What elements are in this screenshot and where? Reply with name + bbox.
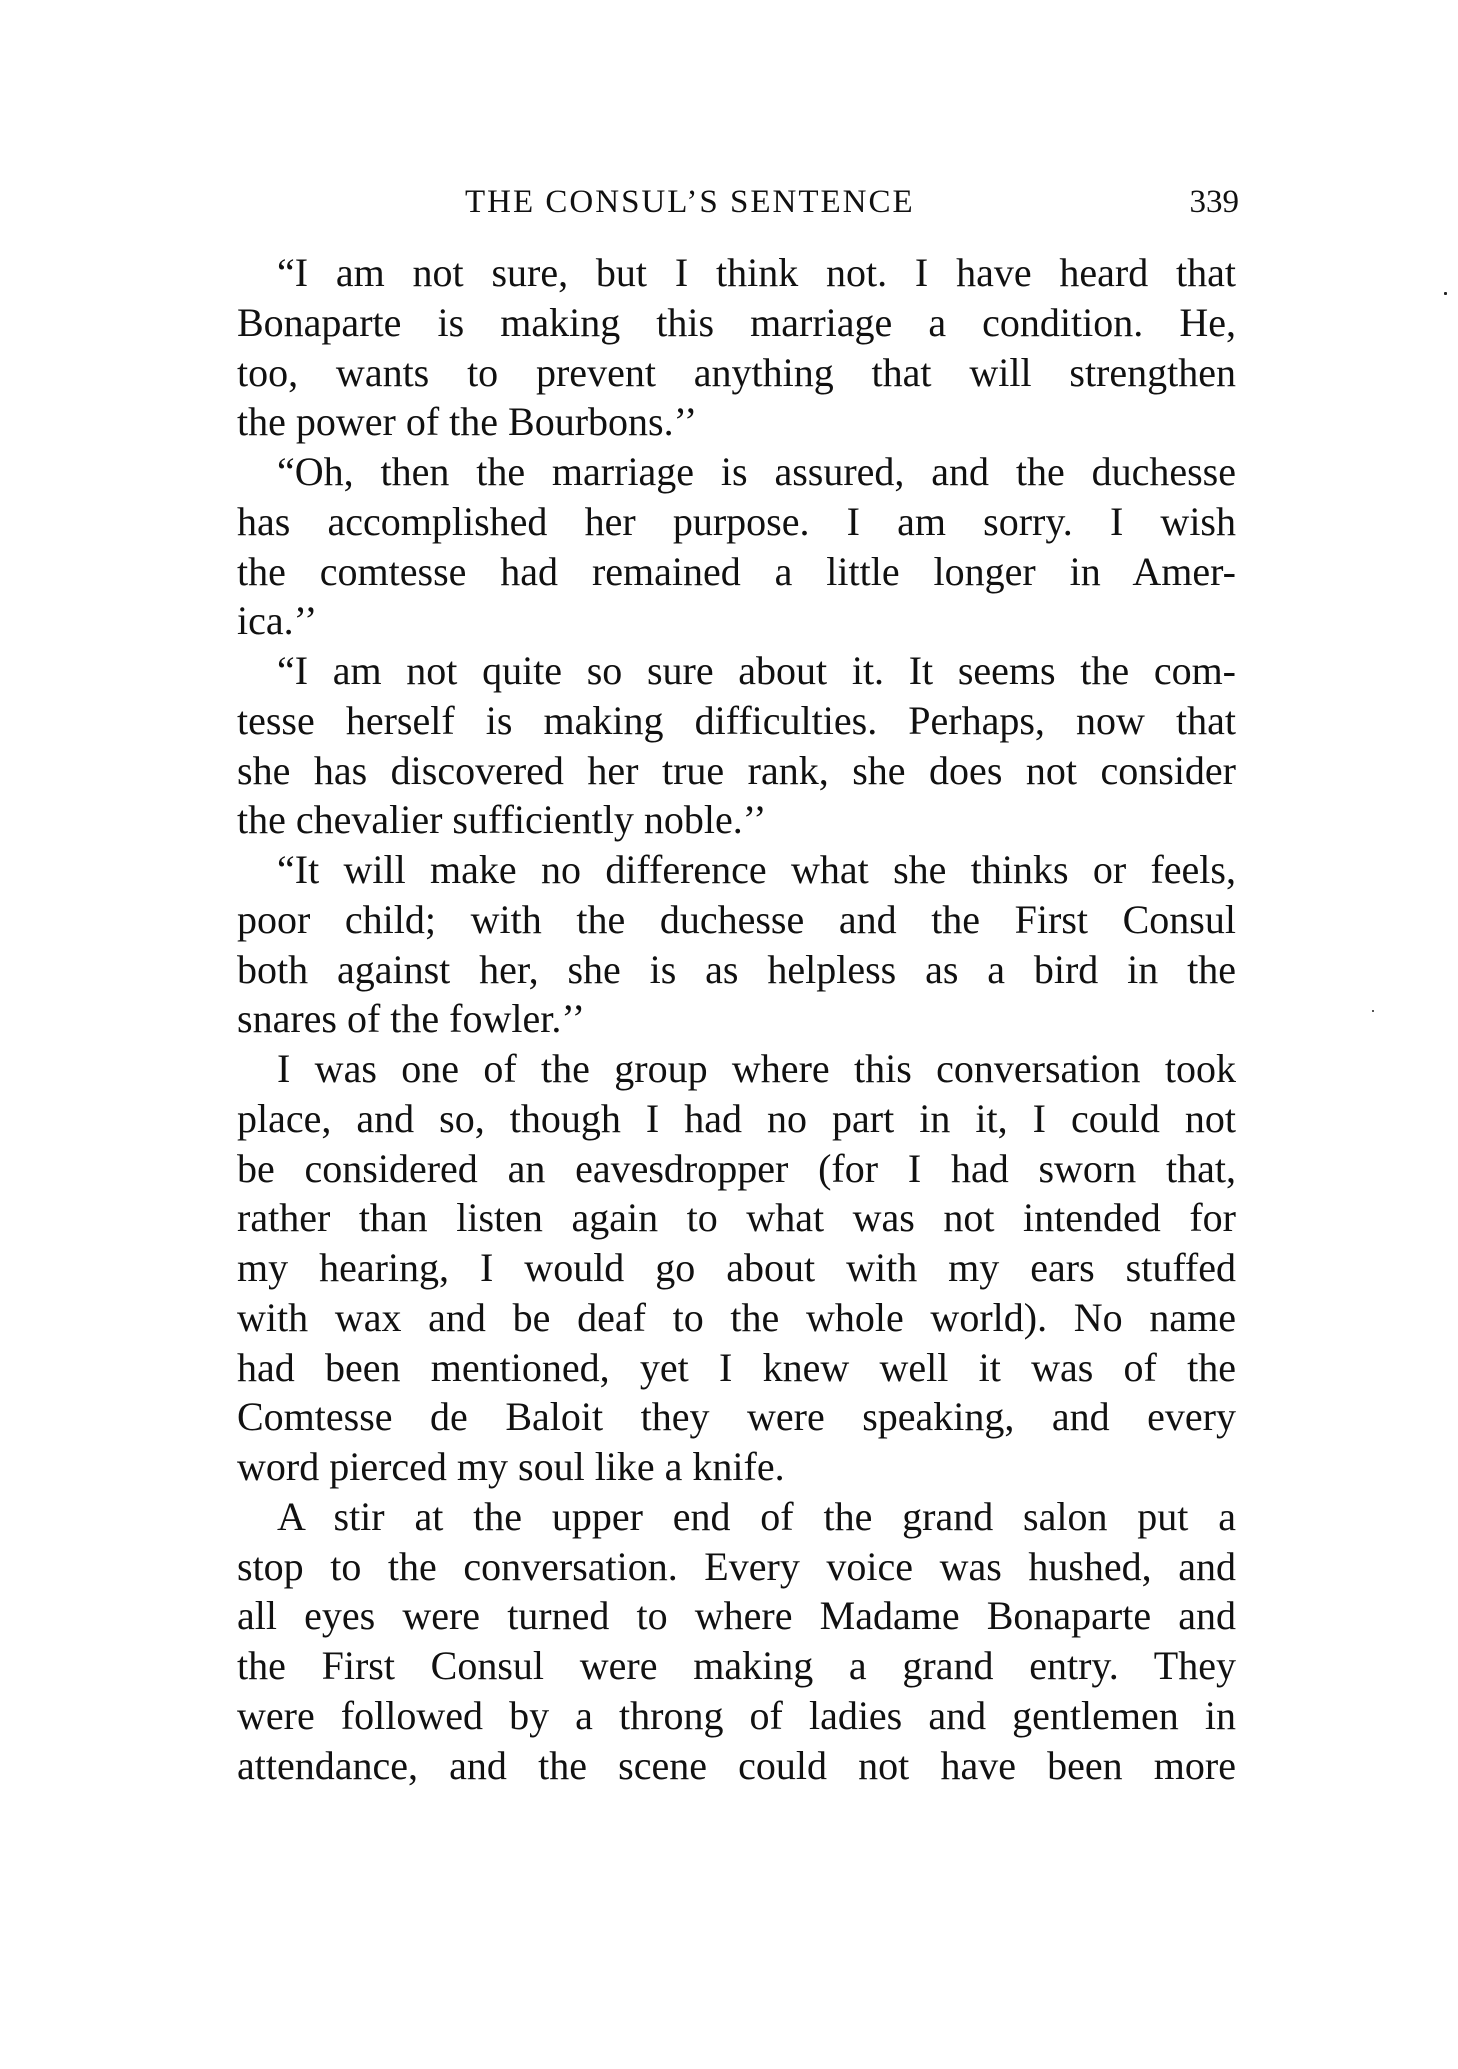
text-line: had been mentioned, yet I knew well it was of the [237,1344,1236,1390]
text-line: too, wants to prevent anything that will strengthen [237,349,1236,395]
text-line: has accomplished her purpose. I am sorry. I wish [237,498,1236,544]
scan-speck [1372,1010,1374,1012]
text-line: be considered an eavesdropper (for I had sworn that, [237,1145,1236,1191]
text-line: snares of the fowler.’’ [237,996,586,1042]
text-line: my hearing, I would go about with my ears stuffed [237,1245,1236,1290]
text-line: all eyes were turned to where Madame Bonaparte and [237,1593,1236,1639]
text-line: “I am not quite so sure about it. It seems the com- [277,648,1236,693]
text-line: Comtesse de Baloit they were speaking, and every [237,1394,1236,1440]
scan-speck [1444,292,1447,295]
text-line: Bonaparte is making this marriage a condition. He, [237,299,1236,345]
text-line: she has discovered her true rank, she does not consider [237,747,1236,793]
text-line: the comtesse had remained a little longer in Amer- [237,548,1236,594]
running-title: THE CONSUL’S SENTENCE [465,184,915,220]
text-line: with wax and be deaf to the whole world). No name [237,1294,1236,1340]
text-line: the First Consul were making a grand entry. They [237,1643,1236,1688]
text-line: the chevalier sufficiently noble.’’ [237,797,767,843]
running-head [237,182,1239,222]
text-line: “I am not sure, but I think not. I have heard that [277,250,1236,295]
text-line: word pierced my soul like a knife. [237,1444,785,1489]
text-line: rather than listen again to what was not intended for [237,1195,1236,1241]
text-line: attendance, and the scene could not have been more [237,1742,1236,1788]
text-line: “It will make no difference what she thinks or feels, [277,847,1236,892]
body-text [237,248,1236,1790]
text-line: the power of the Bourbons.’’ [237,399,698,445]
text-line: place, and so, though I had no part in it, I could not [237,1095,1236,1141]
page-number: 339 [1189,184,1239,220]
text-line: poor child; with the duchesse and the First Consul [237,896,1236,942]
text-line: “Oh, then the marriage is assured, and the duchesse [277,449,1236,494]
text-line: tesse herself is making difficulties. Perhaps, now that [237,697,1236,743]
text-line: were followed by a throng of ladies and gentlemen in [237,1692,1236,1738]
text-line: ica.’’ [237,598,318,644]
text-line: stop to the conversation. Every voice was hushed, and [237,1543,1236,1589]
text-line: I was one of the group where this conversation took [277,1046,1236,1091]
text-line: A stir at the upper end of the grand salon put a [277,1493,1236,1539]
text-line: both against her, she is as helpless as a bird in the [237,946,1236,992]
